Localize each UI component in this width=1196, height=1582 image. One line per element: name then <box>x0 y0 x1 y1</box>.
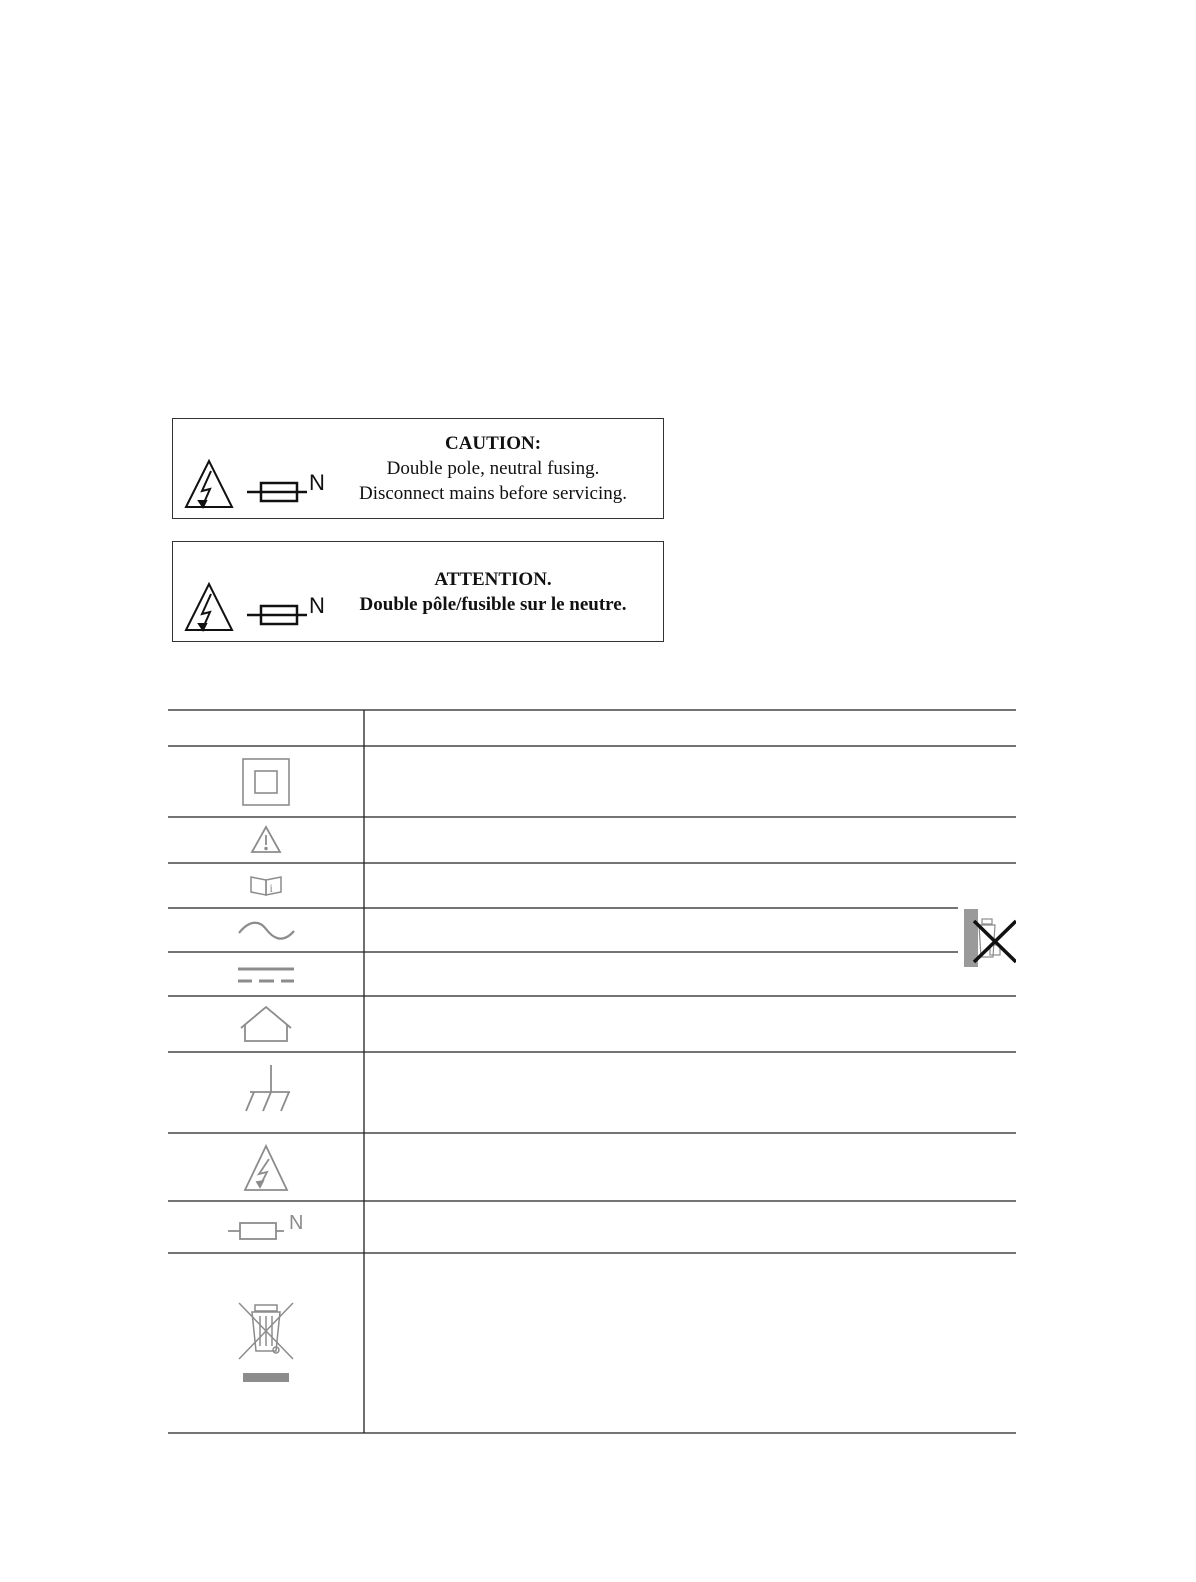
warning-triangle-icon <box>252 827 280 852</box>
double-insulation-icon <box>243 759 289 805</box>
fuse-icon <box>247 606 307 624</box>
chassis-ground-icon <box>246 1065 290 1111</box>
fuse-neutral-marker: N <box>309 593 325 618</box>
caution-label <box>172 418 664 519</box>
alternating-current-icon <box>239 923 294 939</box>
neutral-fuse-icon <box>228 1223 284 1239</box>
electric-shock-icon <box>186 461 232 507</box>
attention-title: ATTENTION. <box>434 569 552 590</box>
weee-crossed-bin-icon <box>239 1303 293 1382</box>
fuse-icon <box>247 483 307 501</box>
electric-shock-icon <box>186 584 232 630</box>
table-rules <box>168 710 1016 1433</box>
attention-label <box>172 541 664 642</box>
neutral-fuse-marker: N <box>289 1212 304 1234</box>
caution-line-2: Disconnect mains before servicing. <box>358 483 628 504</box>
read-manual-icon <box>251 877 281 895</box>
svg-text:i: i <box>269 881 273 895</box>
caution-title: CAUTION: <box>444 433 542 454</box>
caution-line-1: Double pole, neutral fusing. <box>386 458 600 479</box>
attention-line-1: Double pôle/fusible sur le neutre. <box>359 594 627 615</box>
direct-current-icon <box>238 969 294 981</box>
symbol-table <box>168 709 1016 1434</box>
indoor-use-icon <box>241 1007 291 1041</box>
fuse-neutral-marker: N <box>309 470 325 495</box>
weee-mini-icon <box>964 909 1016 967</box>
electric-shock-hazard-icon <box>245 1146 287 1190</box>
